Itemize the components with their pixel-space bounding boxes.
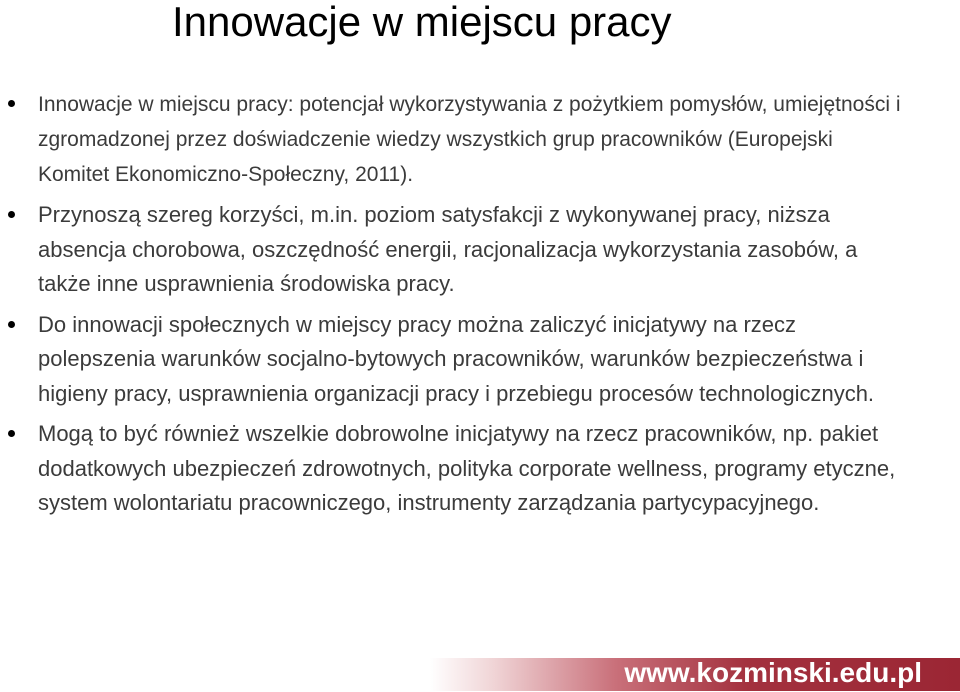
bullet-text: Do innowacji społecznych w miejscy pracy można zaliczyć inicjatywy na rzecz polepszenia warunków socjalno-bytowych pracowników, warunków bezpieczeństwa i higieny pracy, usprawnienia organizacji pracy i przebiegu procesów technologicznych. [38, 311, 875, 406]
bullet-item [38, 417, 908, 521]
bullet-list [38, 87, 908, 527]
slide-title: Innowacje w miejscu pracy [172, 0, 672, 45]
bullet-dot-icon [8, 430, 15, 437]
bullet-text: Mogą to być również wszelkie dobrowolne inicjatywy na rzecz pracowników, np. pakiet dodatkowych ubezpieczeń zdrowotnych, polityka corporate wellness, programy etyczne, system wolontariatu pracowniczego, instrumenty zarządzania partycypacyjnego. [38, 421, 896, 515]
bullet-dot-icon [8, 211, 15, 218]
bullet-dot-icon [8, 100, 15, 107]
footer-url[interactable]: www.kozminski.edu.pl [624, 657, 922, 688]
bullet-dot-icon [8, 321, 15, 328]
bullet-item [38, 87, 908, 192]
bullet-text: Przynoszą szereg korzyści, m.in. poziom satysfakcji z wykonywanej pracy, niższa absencja chorobowa, oszczędność energii, racjonalizacja wykorzystania zasobów, a także inne usprawnienia środowiska pracy. [38, 202, 858, 296]
bullet-text: Innowacje w miejscu pracy: potencjał wykorzystywania z pożytkiem pomysłów, umiejętności i zgromadzonej przez doświadczenie wiedzy wszystkich grup pracowników (Europejski Komitet Ekonomiczno-Społeczny, 2011). [38, 93, 901, 186]
bullet-item [38, 198, 908, 302]
bullet-item [38, 308, 908, 412]
